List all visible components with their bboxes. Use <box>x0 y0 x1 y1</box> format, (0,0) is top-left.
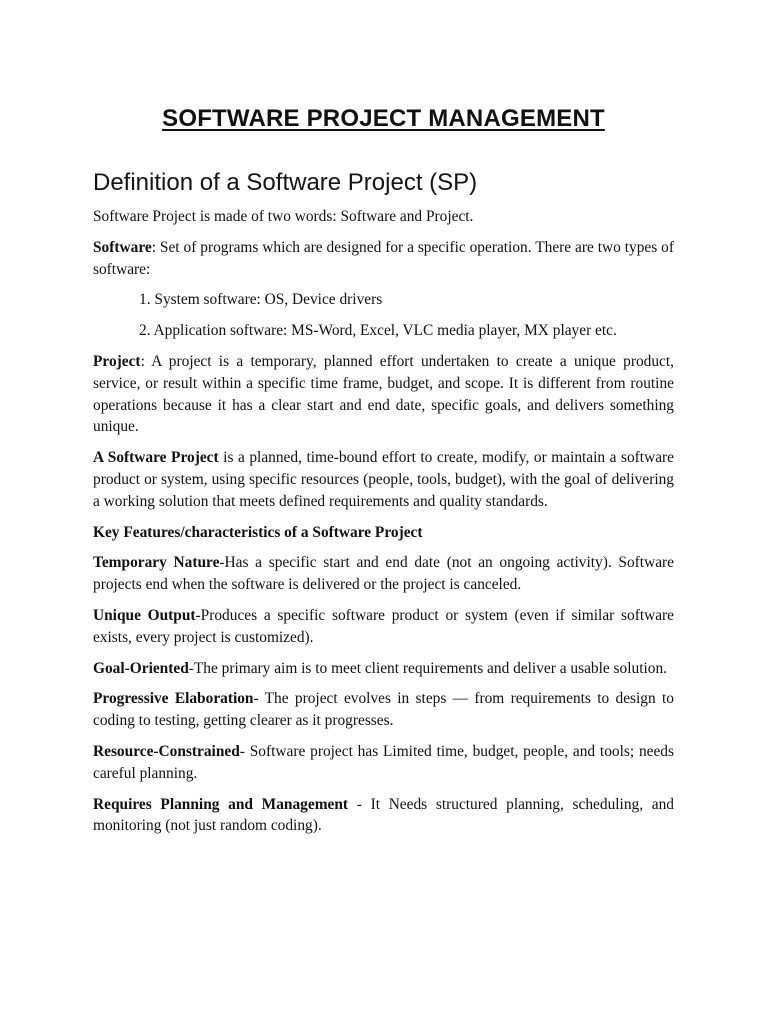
project-definition <box>93 351 674 438</box>
section-heading: Definition of a Software Project (SP) <box>93 169 478 196</box>
feature-term: Requires Planning and Management <box>93 795 349 813</box>
feature-text: - The project evolves in steps — from requirements to design to coding to testing, getting clearer as it progresses. <box>93 690 674 730</box>
software-project-text: is a planned, time-bound effort to create, modify, or maintain a software product or system, using specific resources (people, tools, budget), with the goal of delivering a working solution that meets defined requirements and quality standards. <box>93 449 674 510</box>
feature-text: -Produces a specific software product or system (even if similar software exists, every project is customized). <box>93 606 674 646</box>
feature-item <box>93 688 674 732</box>
document-title: SOFTWARE PROJECT MANAGEMENT <box>162 105 605 132</box>
software-term: Software <box>93 238 152 256</box>
feature-text: -The primary aim is to meet client requirements and deliver a usable solution. <box>188 659 667 677</box>
feature-text: - It Needs structured planning, scheduling, and monitoring (not just random coding). <box>93 795 674 835</box>
feature-text: -Has a specific start and end date (not an ongoing activity). Software projects end when the software is delivered or the project is canceled. <box>93 554 674 594</box>
feature-term: Goal-Oriented <box>93 659 189 677</box>
feature-item <box>93 552 674 596</box>
feature-term: Resource-Constrained <box>93 742 240 760</box>
software-type-item: 2. Application software: MS-Word, Excel, VLC media player, MX player etc. <box>139 322 617 340</box>
feature-item <box>93 605 674 649</box>
feature-text: - Software project has Limited time, budget, people, and tools; needs careful planning. <box>93 742 674 782</box>
features-heading: Key Features/characteristics of a Software Project <box>93 523 423 541</box>
feature-term: Temporary Nature <box>93 554 220 572</box>
feature-item <box>93 794 674 838</box>
feature-item <box>93 658 674 680</box>
project-text: : A project is a temporary, planned effort undertaken to create a unique product, service, or result within a specific time frame, budget, and scope. It is different from routine operations because it has a clear start and end date, specific goals, and delivers something unique. <box>93 352 674 436</box>
feature-term: Progressive Elaboration <box>93 690 254 708</box>
software-type-item: 1. System software: OS, Device drivers <box>139 291 383 309</box>
project-term: Project <box>93 352 141 370</box>
software-project-term: A Software Project <box>93 449 219 467</box>
feature-term: Unique Output <box>93 606 196 624</box>
software-definition <box>93 237 674 281</box>
feature-item <box>93 741 674 785</box>
intro-paragraph: Software Project is made of two words: Software and Project. <box>93 208 474 225</box>
software-project-definition <box>93 447 674 512</box>
software-text: : Set of programs which are designed for a specific operation. There are two types of software: <box>93 238 674 278</box>
